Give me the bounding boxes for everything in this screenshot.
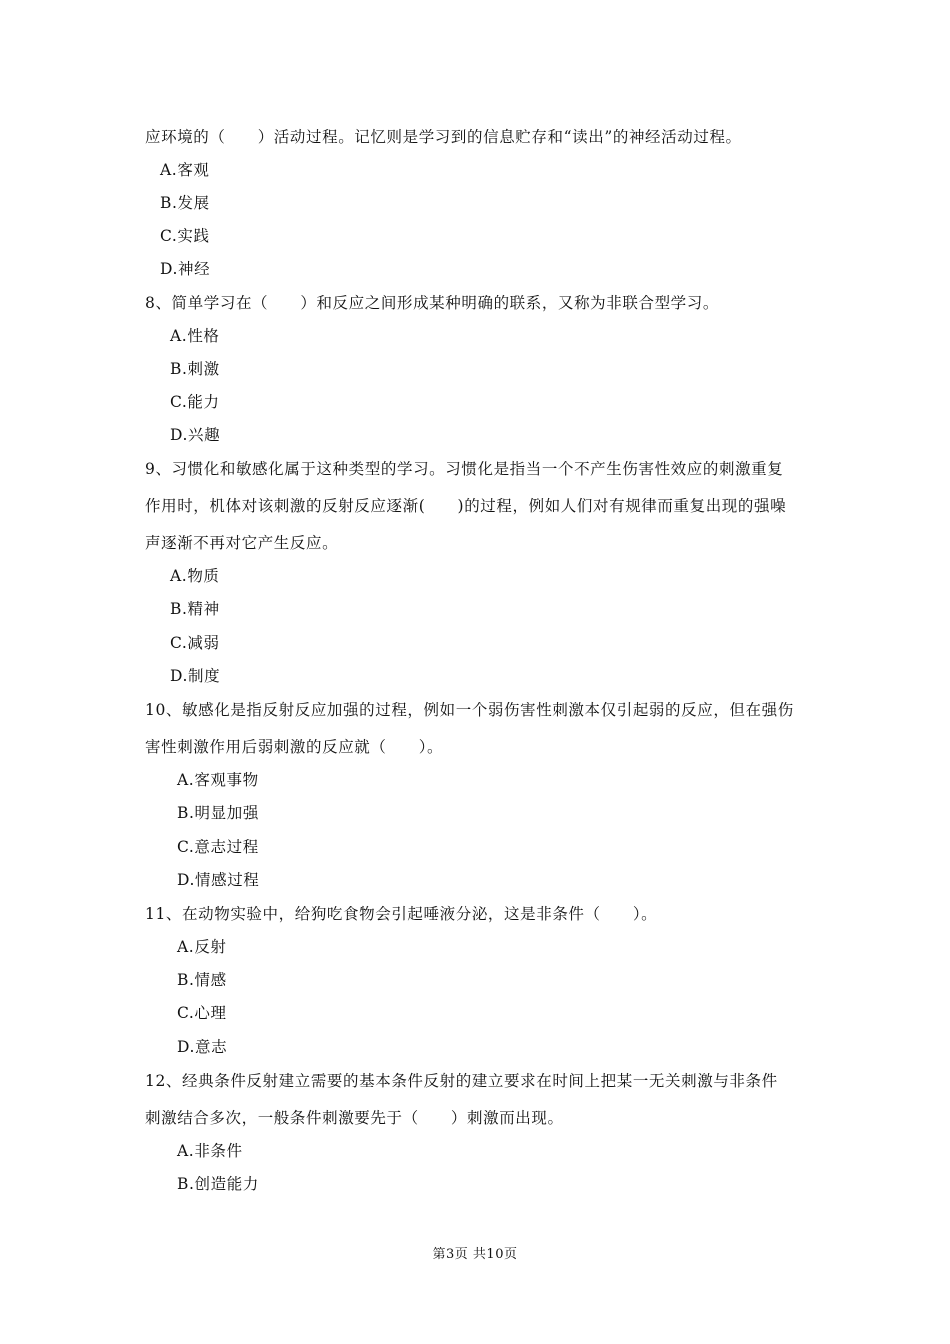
question-9-text: 9、习惯化和敏感化属于这种类型的学习。习惯化是指当一个不产生伤害性效应的刺激重复	[145, 460, 784, 478]
question-12-text: 12、经典条件反射建立需要的基本条件反射的建立要求在时间上把某一无关刺激与非条件	[145, 1072, 778, 1090]
option-c: C.实践	[160, 227, 210, 245]
option-d: D.意志	[177, 1038, 228, 1056]
option-b: B.精神	[170, 600, 220, 618]
option-c: C.减弱	[170, 634, 220, 652]
option-c: C.意志过程	[177, 838, 259, 856]
option-a: A.物质	[170, 567, 220, 585]
option-b: B.发展	[160, 194, 210, 212]
option-c: C.能力	[170, 393, 220, 411]
option-b: B.创造能力	[177, 1175, 259, 1193]
option-a: A.非条件	[177, 1142, 243, 1160]
option-b: B.明显加强	[177, 804, 259, 822]
option-a: A.客观	[160, 161, 210, 179]
question-9-text: 声逐渐不再对它产生反应。	[145, 534, 339, 552]
question-11-text: 11、在动物实验中，给狗吃食物会引起唾液分泌，这是非条件（ ）。	[145, 905, 658, 923]
question-10-text: 10、敏感化是指反射反应加强的过程，例如一个弱伤害性刺激本仅引起弱的反应，但在强伤	[145, 701, 794, 719]
option-d: D.兴趣	[170, 426, 221, 444]
option-a: A.客观事物	[177, 771, 259, 789]
page-footer: 第3页 共10页	[432, 1247, 518, 1262]
option-b: B.刺激	[170, 360, 220, 378]
question-10-text: 害性刺激作用后弱刺激的反应就（ ）。	[145, 738, 444, 756]
option-d: D.神经	[160, 260, 211, 278]
question-9-text: 作用时，机体对该刺激的反射反应逐渐( )的过程，例如人们对有规律而重复出现的强噪	[145, 497, 787, 515]
option-c: C.心理	[177, 1004, 227, 1022]
option-a: A.反射	[177, 938, 227, 956]
option-d: D.制度	[170, 667, 221, 685]
question-8-text: 8、简单学习在（ ）和反应之间形成某种明确的联系，又称为非联合型学习。	[145, 294, 719, 312]
option-a: A.性格	[170, 327, 220, 345]
option-d: D.情感过程	[177, 871, 260, 889]
question-12-text: 刺激结合多次，一般条件刺激要先于（ ）刺激而出现。	[145, 1109, 564, 1127]
option-b: B.情感	[177, 971, 227, 989]
question-7-text: 应环境的（ ）活动过程。记忆则是学习到的信息贮存和“读出”的神经活动过程。	[145, 128, 742, 146]
